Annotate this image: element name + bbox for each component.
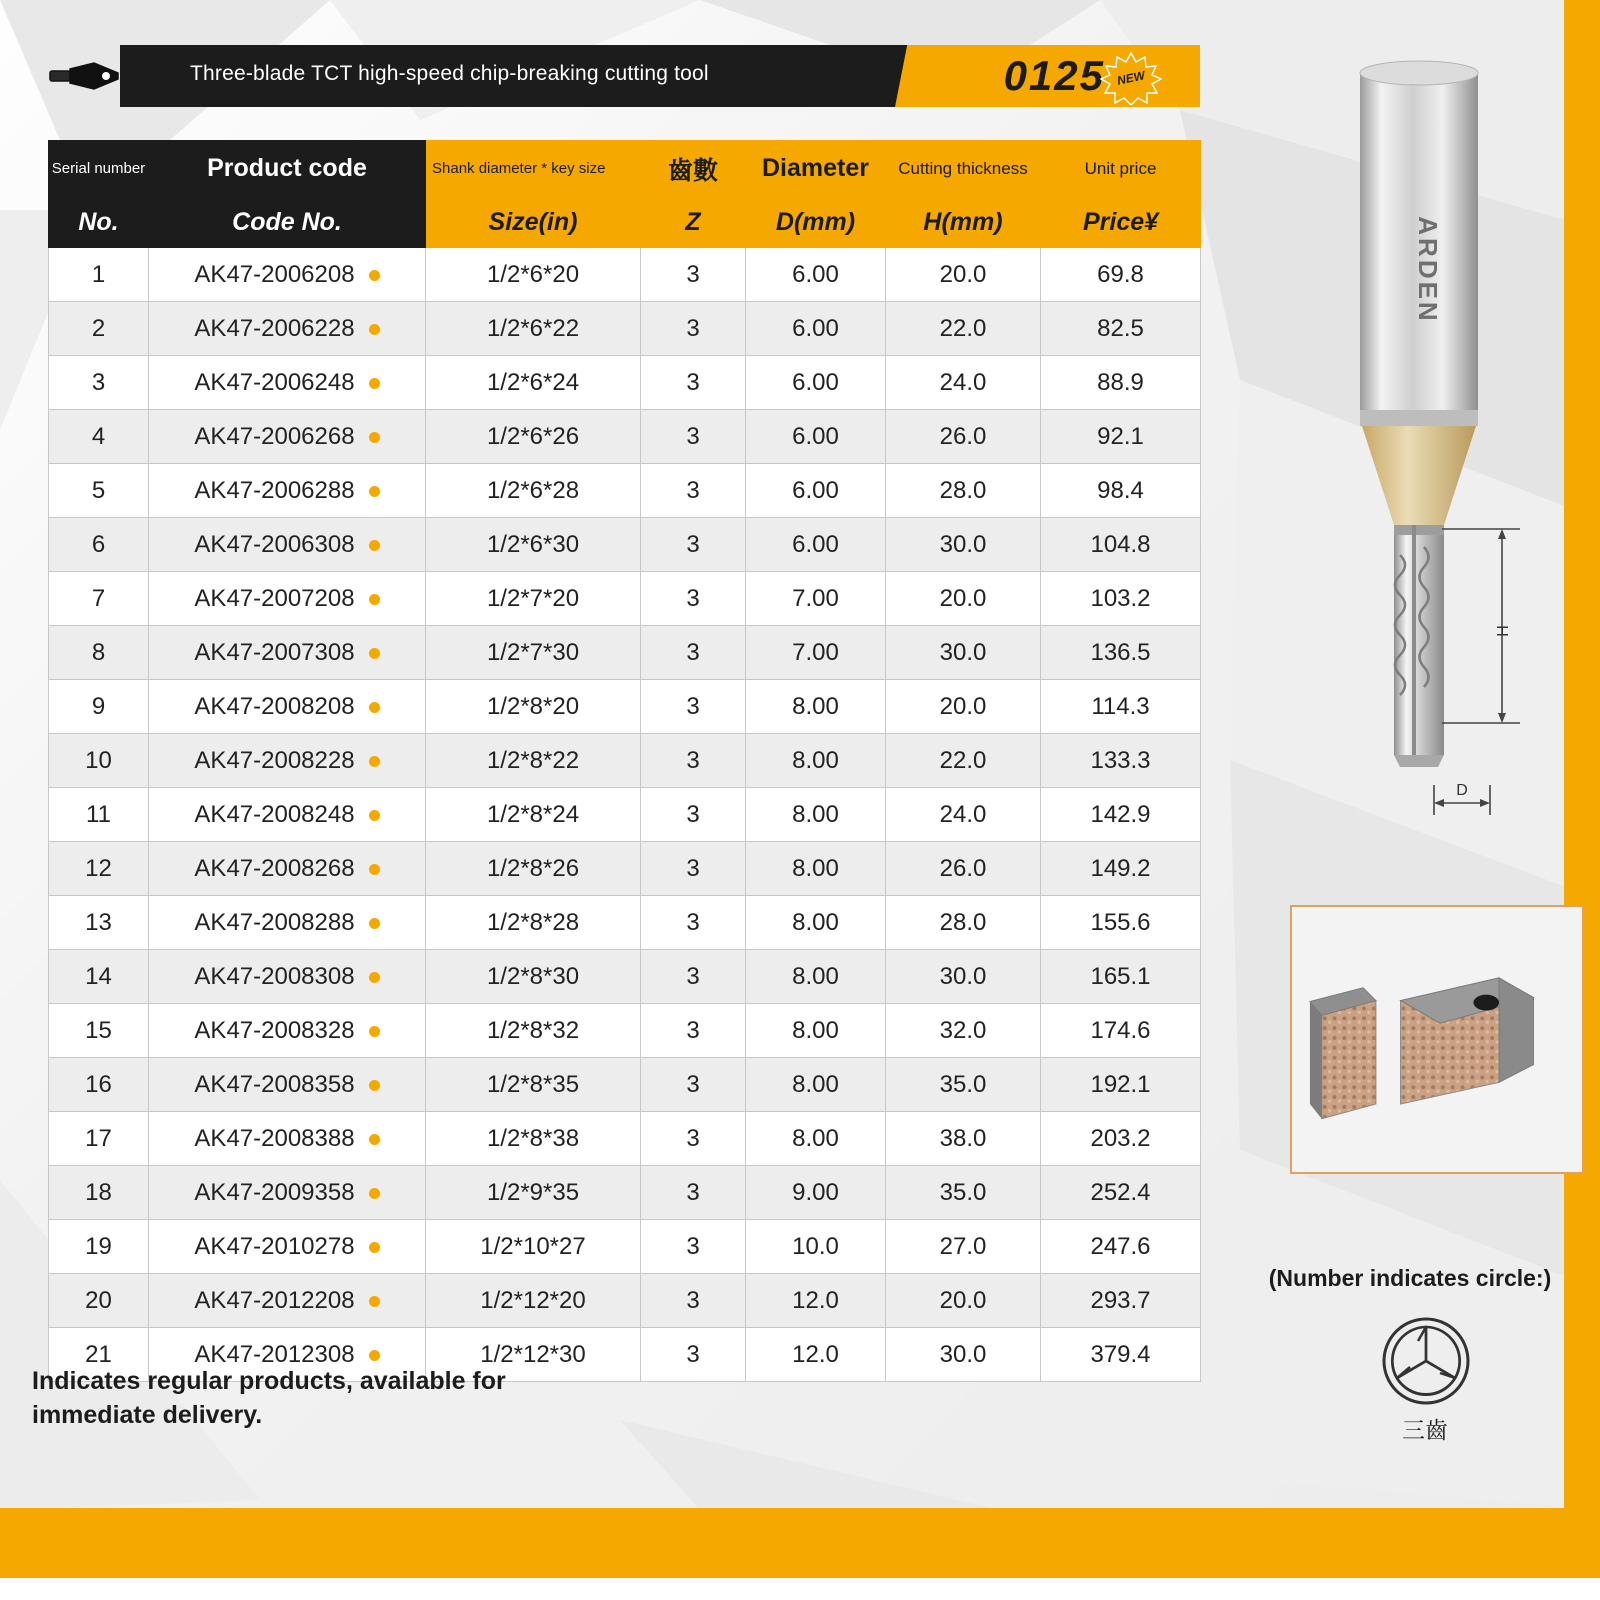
stock-dot-icon [369, 1188, 380, 1199]
cell-code: AK47-2006308 [149, 518, 426, 572]
cell-h: 38.0 [886, 1112, 1041, 1166]
cell-d: 6.00 [746, 248, 886, 302]
cell-z: 3 [641, 1004, 746, 1058]
cell-size: 1/2*8*22 [426, 734, 641, 788]
cell-no: 20 [49, 1274, 149, 1328]
cell-size: 1/2*8*30 [426, 950, 641, 1004]
table-row [49, 1112, 1201, 1166]
cell-size: 1/2*8*35 [426, 1058, 641, 1112]
table-row [49, 356, 1201, 410]
cell-no: 9 [49, 680, 149, 734]
cell-z: 3 [641, 518, 746, 572]
cell-price: 252.4 [1041, 1166, 1201, 1220]
th-no: No. [49, 197, 149, 248]
cell-no: 7 [49, 572, 149, 626]
cell-price: 149.2 [1041, 842, 1201, 896]
header-banner [40, 45, 1200, 107]
cell-d: 8.00 [746, 950, 886, 1004]
cell-price: 82.5 [1041, 302, 1201, 356]
stock-dot-icon [369, 756, 380, 767]
table-row [49, 410, 1201, 464]
cell-d: 8.00 [746, 1112, 886, 1166]
cell-h: 30.0 [886, 950, 1041, 1004]
cell-z: 3 [641, 788, 746, 842]
cell-size: 1/2*6*22 [426, 302, 641, 356]
table-row [49, 1166, 1201, 1220]
cell-z: 3 [641, 572, 746, 626]
cell-no: 1 [49, 248, 149, 302]
dimension-d-label: D [1456, 782, 1468, 799]
th-z: Z [641, 197, 746, 248]
cell-price: 155.6 [1041, 896, 1201, 950]
cell-z: 3 [641, 1166, 746, 1220]
cell-d: 8.00 [746, 1058, 886, 1112]
th-unit-price: Unit price [1041, 141, 1201, 197]
cell-price: 165.1 [1041, 950, 1201, 1004]
teeth-label: 三齒 [1402, 1417, 1448, 1443]
cell-h: 20.0 [886, 572, 1041, 626]
cell-h: 24.0 [886, 356, 1041, 410]
cell-code: AK47-2007308 [149, 626, 426, 680]
cell-no: 16 [49, 1058, 149, 1112]
stock-dot-icon [369, 1350, 380, 1361]
stock-dot-icon [369, 270, 380, 281]
cell-price: 379.4 [1041, 1328, 1201, 1382]
cell-price: 98.4 [1041, 464, 1201, 518]
cell-size: 1/2*7*30 [426, 626, 641, 680]
application-illustration [1290, 905, 1584, 1174]
cell-h: 30.0 [886, 518, 1041, 572]
cell-code: AK47-2006288 [149, 464, 426, 518]
cell-d: 8.00 [746, 842, 886, 896]
cell-z: 3 [641, 1220, 746, 1274]
router-bit-icon [48, 59, 124, 93]
cell-d: 6.00 [746, 410, 886, 464]
banner-product-series: 0125 [1003, 52, 1105, 99]
cell-price: 133.3 [1041, 734, 1201, 788]
th-serial-number: Serial number [49, 141, 149, 197]
cell-price: 104.8 [1041, 518, 1201, 572]
th-shank-diameter: Shank diameter * key size [426, 141, 641, 197]
cell-code: AK47-2006228 [149, 302, 426, 356]
cell-z: 3 [641, 1112, 746, 1166]
cell-code: AK47-2007208 [149, 572, 426, 626]
cell-size: 1/2*8*28 [426, 896, 641, 950]
cell-code: AK47-2008268 [149, 842, 426, 896]
cell-code: AK47-2008388 [149, 1112, 426, 1166]
cell-z: 3 [641, 248, 746, 302]
table-header-row-bottom [49, 197, 1201, 248]
cell-no: 11 [49, 788, 149, 842]
cell-d: 6.00 [746, 464, 886, 518]
right-accent-strip [1564, 0, 1600, 1600]
cell-z: 3 [641, 356, 746, 410]
specification-table [48, 140, 1201, 1382]
cell-code: AK47-2006268 [149, 410, 426, 464]
cell-size: 1/2*6*20 [426, 248, 641, 302]
stock-dot-icon [369, 1242, 380, 1253]
cell-code: AK47-2008358 [149, 1058, 426, 1112]
cell-price: 293.7 [1041, 1274, 1201, 1328]
cell-d: 6.00 [746, 518, 886, 572]
cell-price: 247.6 [1041, 1220, 1201, 1274]
th-size-in: Size(in) [426, 197, 641, 248]
table-row [49, 464, 1201, 518]
banner-title: Three-blade TCT high-speed chip-breaking cutting tool [190, 62, 709, 85]
three-teeth-icon [1380, 1315, 1472, 1407]
cell-z: 3 [641, 464, 746, 518]
cell-size: 1/2*6*30 [426, 518, 641, 572]
cell-z: 3 [641, 626, 746, 680]
cell-h: 22.0 [886, 734, 1041, 788]
cell-d: 10.0 [746, 1220, 886, 1274]
th-cutting-thickness: Cutting thickness [886, 141, 1041, 197]
cell-price: 136.5 [1041, 626, 1201, 680]
cell-no: 14 [49, 950, 149, 1004]
dimension-h-label: H [1495, 625, 1512, 637]
stock-dot-icon [369, 810, 380, 821]
cell-code: AK47-2008248 [149, 788, 426, 842]
cell-h: 26.0 [886, 410, 1041, 464]
stock-dot-icon [369, 918, 380, 929]
bottom-white-strip [0, 1578, 1600, 1600]
cell-no: 5 [49, 464, 149, 518]
cell-price: 174.6 [1041, 1004, 1201, 1058]
cell-price: 192.1 [1041, 1058, 1201, 1112]
circle-note-label: (Number indicates circle:) [1268, 1265, 1552, 1291]
new-badge-label: NEW [1115, 68, 1147, 88]
cell-size: 1/2*6*28 [426, 464, 641, 518]
stock-dot-icon [369, 1134, 380, 1145]
cell-d: 7.00 [746, 626, 886, 680]
cell-h: 35.0 [886, 1058, 1041, 1112]
cell-no: 15 [49, 1004, 149, 1058]
stock-dot-icon [369, 1026, 380, 1037]
cell-code: AK47-2008288 [149, 896, 426, 950]
cell-code: AK47-2008328 [149, 1004, 426, 1058]
cell-price: 103.2 [1041, 572, 1201, 626]
stock-dot-icon [369, 864, 380, 875]
table-row [49, 1058, 1201, 1112]
cell-size: 1/2*12*30 [426, 1328, 641, 1382]
cell-size: 1/2*8*24 [426, 788, 641, 842]
stock-dot-icon [369, 324, 380, 335]
cell-code: AK47-2008208 [149, 680, 426, 734]
cell-size: 1/2*8*26 [426, 842, 641, 896]
cell-h: 28.0 [886, 464, 1041, 518]
wood-groove-icon [1292, 907, 1578, 1168]
th-h-mm: H(mm) [886, 197, 1041, 248]
cell-no: 12 [49, 842, 149, 896]
cell-h: 30.0 [886, 626, 1041, 680]
stock-dot-icon [369, 432, 380, 443]
cell-code: AK47-2009358 [149, 1166, 426, 1220]
cell-z: 3 [641, 410, 746, 464]
th-code-no: Code No. [149, 197, 426, 248]
cell-d: 8.00 [746, 896, 886, 950]
table-row [49, 1220, 1201, 1274]
cell-price: 88.9 [1041, 356, 1201, 410]
table-row [49, 896, 1201, 950]
table-row [49, 248, 1201, 302]
cell-size: 1/2*10*27 [426, 1220, 641, 1274]
stock-dot-icon [369, 540, 380, 551]
cell-d: 9.00 [746, 1166, 886, 1220]
cell-size: 1/2*8*20 [426, 680, 641, 734]
table-row [49, 1004, 1201, 1058]
cell-d: 6.00 [746, 302, 886, 356]
cell-h: 22.0 [886, 302, 1041, 356]
cell-no: 2 [49, 302, 149, 356]
cell-z: 3 [641, 1058, 746, 1112]
table-row [49, 572, 1201, 626]
availability-note: Indicates regular products, available for immediate delivery. [32, 1367, 506, 1429]
table-row [49, 518, 1201, 572]
stock-dot-icon [369, 486, 380, 497]
th-product-code: Product code [149, 141, 426, 197]
table-body [49, 248, 1201, 1382]
cell-h: 24.0 [886, 788, 1041, 842]
cell-no: 3 [49, 356, 149, 410]
table-row [49, 842, 1201, 896]
cell-size: 1/2*7*20 [426, 572, 641, 626]
cell-code: AK47-2008228 [149, 734, 426, 788]
stock-dot-icon [369, 648, 380, 659]
cell-no: 19 [49, 1220, 149, 1274]
table-row [49, 680, 1201, 734]
table-row [49, 788, 1201, 842]
cell-price: 69.8 [1041, 248, 1201, 302]
cell-no: 17 [49, 1112, 149, 1166]
cell-code: AK47-2006248 [149, 356, 426, 410]
cell-z: 3 [641, 302, 746, 356]
cell-size: 1/2*8*38 [426, 1112, 641, 1166]
table-row [49, 1274, 1201, 1328]
cell-price: 114.3 [1041, 680, 1201, 734]
th-price: Price¥ [1041, 197, 1201, 248]
cell-h: 35.0 [886, 1166, 1041, 1220]
new-badge [1100, 51, 1162, 105]
cell-no: 13 [49, 896, 149, 950]
stock-dot-icon [369, 594, 380, 605]
th-d-mm: D(mm) [746, 197, 886, 248]
cell-d: 12.0 [746, 1328, 886, 1382]
cell-no: 4 [49, 410, 149, 464]
cell-size: 1/2*12*20 [426, 1274, 641, 1328]
table-row [49, 302, 1201, 356]
cell-z: 3 [641, 896, 746, 950]
cell-z: 3 [641, 950, 746, 1004]
cell-h: 20.0 [886, 680, 1041, 734]
cell-z: 3 [641, 734, 746, 788]
cell-d: 6.00 [746, 356, 886, 410]
cell-z: 3 [641, 1328, 746, 1382]
cell-z: 3 [641, 842, 746, 896]
stock-dot-icon [369, 378, 380, 389]
table-header-row-top [49, 141, 1201, 197]
cell-no: 21 [49, 1328, 149, 1382]
cell-h: 27.0 [886, 1220, 1041, 1274]
cell-d: 8.00 [746, 788, 886, 842]
cell-price: 92.1 [1041, 410, 1201, 464]
stock-dot-icon [369, 702, 380, 713]
cell-price: 142.9 [1041, 788, 1201, 842]
cell-h: 20.0 [886, 248, 1041, 302]
cell-z: 3 [641, 1274, 746, 1328]
cell-h: 32.0 [886, 1004, 1041, 1058]
cell-h: 20.0 [886, 1274, 1041, 1328]
th-diameter: Diameter [746, 141, 886, 197]
cell-code: AK47-2008308 [149, 950, 426, 1004]
cell-code: AK47-2012208 [149, 1274, 426, 1328]
stock-dot-icon [369, 1080, 380, 1091]
cell-code: AK47-2010278 [149, 1220, 426, 1274]
cell-size: 1/2*9*35 [426, 1166, 641, 1220]
cell-code: AK47-2006208 [149, 248, 426, 302]
cell-d: 8.00 [746, 734, 886, 788]
cell-no: 18 [49, 1166, 149, 1220]
table-row [49, 626, 1201, 680]
cell-h: 30.0 [886, 1328, 1041, 1382]
cell-price: 203.2 [1041, 1112, 1201, 1166]
cell-size: 1/2*6*24 [426, 356, 641, 410]
cell-z: 3 [641, 680, 746, 734]
table-row [49, 950, 1201, 1004]
cell-d: 12.0 [746, 1274, 886, 1328]
stock-dot-icon [369, 1296, 380, 1307]
cell-d: 8.00 [746, 680, 886, 734]
cell-no: 6 [49, 518, 149, 572]
cell-size: 1/2*8*32 [426, 1004, 641, 1058]
cell-code: AK47-2012308 [149, 1328, 426, 1382]
cell-h: 28.0 [886, 896, 1041, 950]
cell-h: 26.0 [886, 842, 1041, 896]
cell-no: 10 [49, 734, 149, 788]
svg-text:ARDEN: ARDEN [1413, 216, 1443, 324]
cell-no: 8 [49, 626, 149, 680]
cell-d: 7.00 [746, 572, 886, 626]
stock-dot-icon [369, 972, 380, 983]
cell-size: 1/2*6*26 [426, 410, 641, 464]
table-row [49, 734, 1201, 788]
cell-d: 8.00 [746, 1004, 886, 1058]
th-teeth-count: 齒數 [641, 141, 746, 197]
dimension-markers [1430, 515, 1540, 825]
